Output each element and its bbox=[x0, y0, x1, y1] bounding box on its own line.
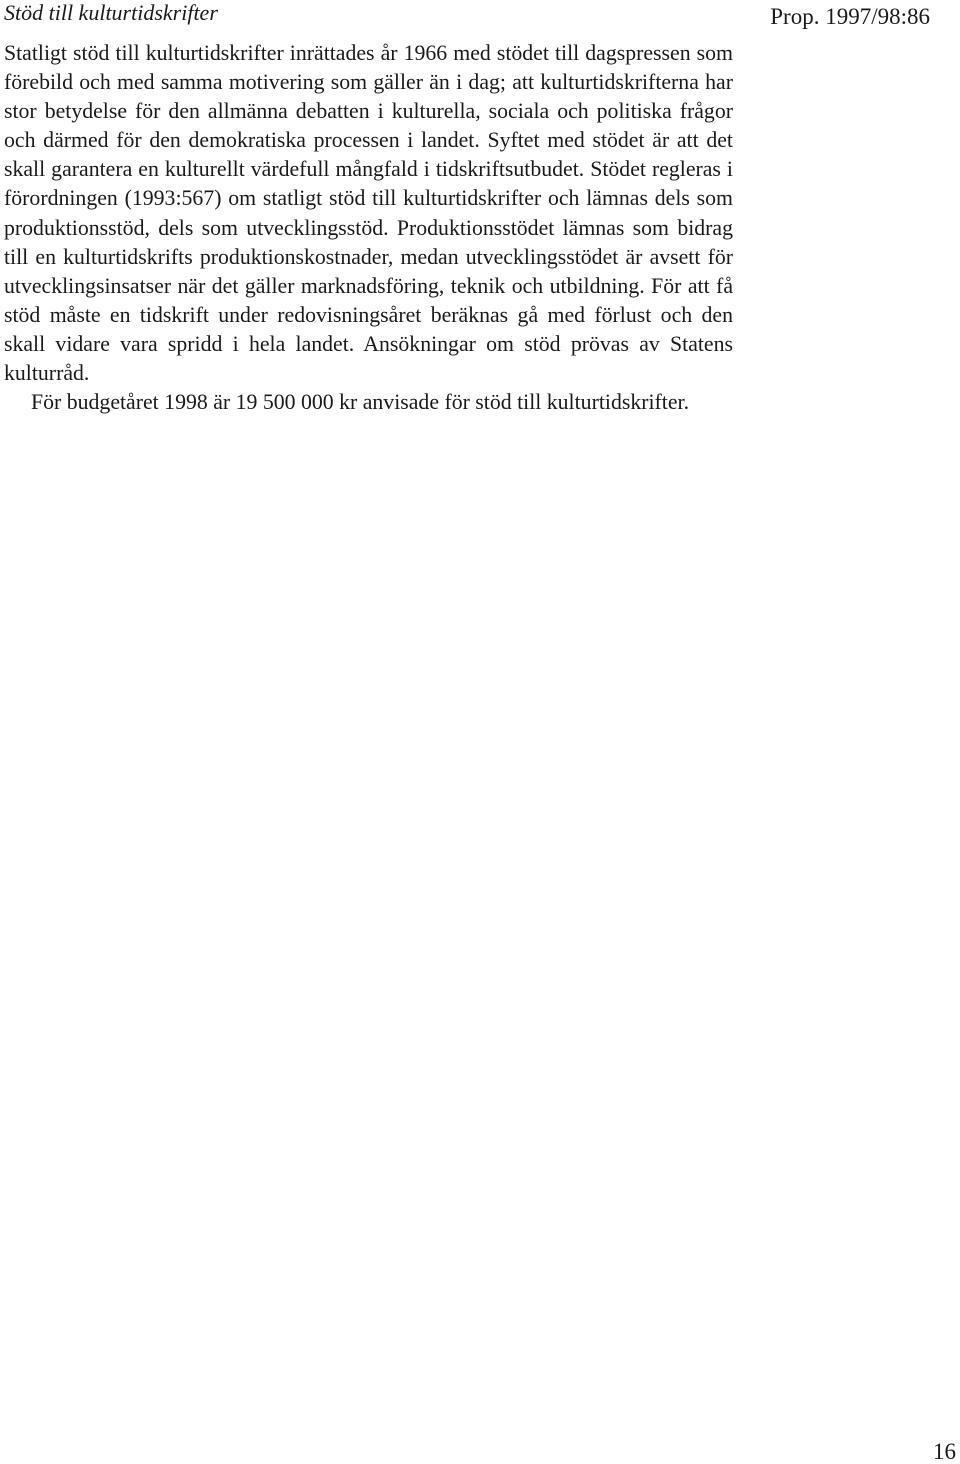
paragraph-1: Statligt stöd till kulturtidskrifter inrättades år 1966 med stödet till dagspressen som förebild och med samma motivering som gäller än i dag; att kulturtidskrifterna har stor betydelse för den allmänna debatten i kulturella, sociala och politiska frågor och därmed för den demokratiska processen i landet. Syftet med stödet är att det skall garantera en kulturellt värdefull mångfald i tidskriftsutbudet. Stödet regleras i förordningen (1993:567) om statligt stöd till kulturtidskrifter och lämnas dels som produktionsstöd, dels som utvecklingsstöd. Produktionsstödet lämnas som bidrag till en kulturtidskrifts produktionskostnader, medan utvecklingsstödet är avsett för utvecklingsinsatser när det gäller marknadsföring, teknik och utbildning. För att få stöd måste en tidskrift under redovisningsåret beräknas gå med förlust och den skall vidare vara spridd i hela landet. Ansökningar om stöd prövas av Statens kulturråd. bbox=[4, 41, 733, 386]
paragraph-2: För budgetåret 1998 är 19 500 000 kr anvisade för stöd till kulturtidskrifter. bbox=[31, 390, 690, 415]
proposition-reference: Prop. 1997/98:86 bbox=[770, 4, 930, 29]
page-number: 16 bbox=[933, 1439, 956, 1464]
section-title: Stöd till kulturtidskrifter bbox=[4, 0, 218, 25]
body-text bbox=[4, 39, 733, 417]
